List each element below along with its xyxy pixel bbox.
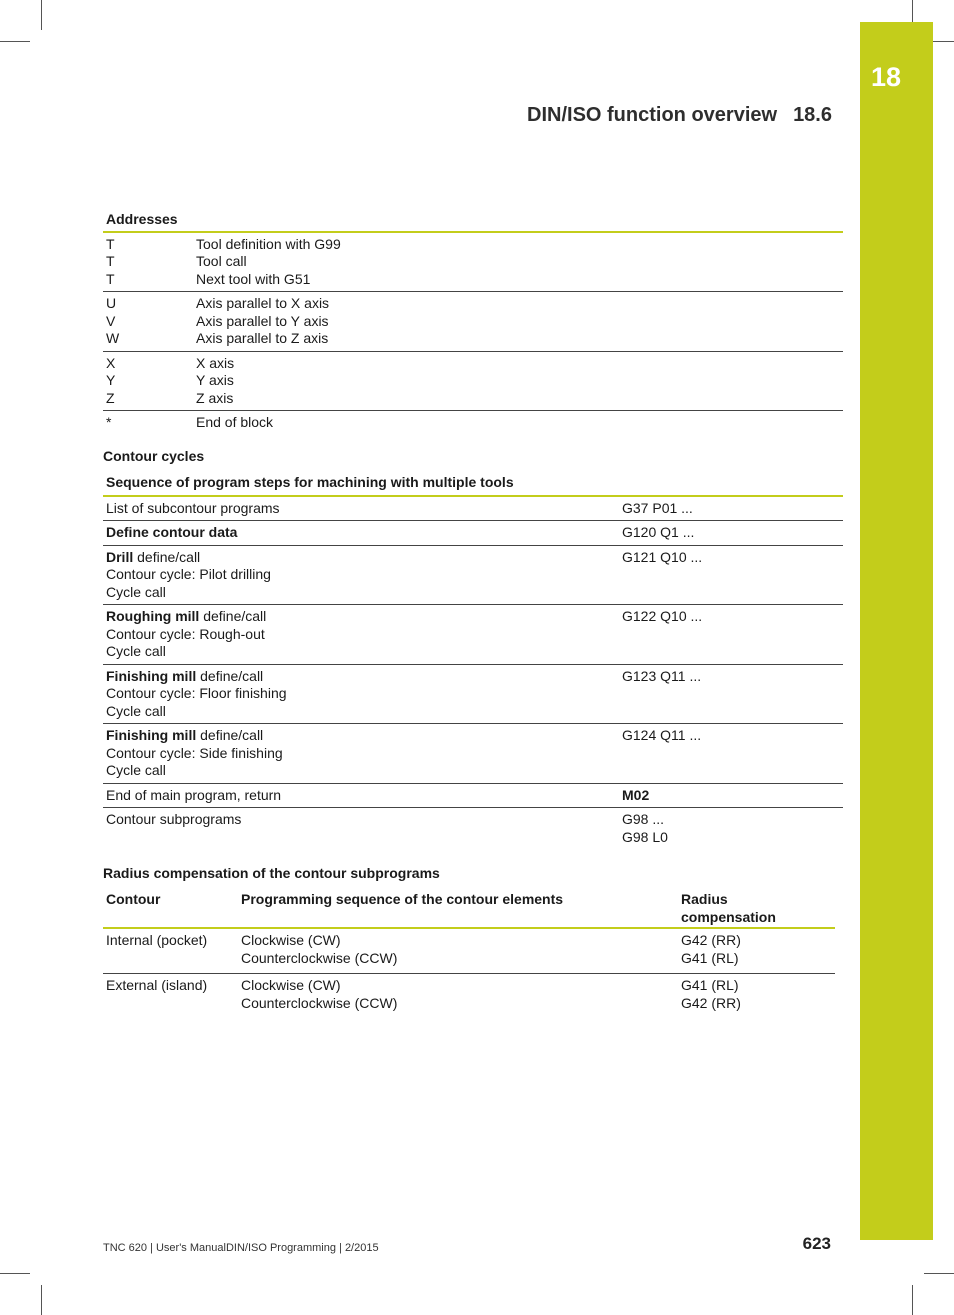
- row-label-bold: Finishing mill: [106, 727, 197, 743]
- row-code: M02: [622, 786, 650, 803]
- radius-comp-table: [103, 891, 835, 1018]
- address-desc: X axis: [196, 354, 235, 371]
- table-header-row: [103, 891, 835, 929]
- cell-seq: Counterclockwise (CCW): [241, 994, 398, 1011]
- address-row: [106, 313, 843, 331]
- col-header-compensation: compensation: [681, 908, 776, 925]
- cell-contour: External (island): [106, 977, 208, 993]
- cell-seq: Clockwise (CW): [241, 932, 341, 948]
- row-line3: Cycle call: [106, 583, 166, 600]
- page-header: [527, 104, 832, 127]
- crop-mark: [924, 1273, 954, 1274]
- address-desc: Axis parallel to Y axis: [196, 312, 329, 329]
- crop-mark: [0, 41, 30, 42]
- address-desc: End of block: [196, 414, 274, 430]
- cell-contour: Internal (pocket): [106, 932, 208, 948]
- address-code: Y: [106, 372, 116, 388]
- row-label: define/call: [133, 548, 201, 565]
- table-row: [103, 784, 843, 809]
- address-code: T: [106, 270, 115, 287]
- address-group: [103, 352, 843, 412]
- crop-mark: [912, 1285, 913, 1315]
- address-row: [106, 390, 843, 408]
- row-line2: Contour cycle: Floor finishing: [106, 685, 287, 701]
- address-row: [106, 236, 843, 254]
- address-desc: Next tool with G51: [196, 270, 311, 287]
- col-header-contour: Contour: [106, 891, 161, 907]
- row-code: G121 Q10 ...: [622, 548, 703, 565]
- address-desc: Tool definition with G99: [196, 235, 341, 252]
- crop-mark: [41, 1285, 42, 1315]
- address-desc: Axis parallel to Z axis: [196, 330, 329, 346]
- address-row: [106, 330, 843, 348]
- address-code: Z: [106, 389, 115, 406]
- address-code: *: [106, 414, 112, 430]
- address-row: [106, 271, 843, 289]
- address-row: [106, 295, 843, 313]
- table-title-row: [103, 474, 843, 497]
- row-label-bold: Finishing mill: [106, 667, 197, 684]
- footer-text: TNC 620 | User's ManualDIN/ISO Programming | 2/2015: [103, 1242, 379, 1254]
- address-code: X: [106, 354, 116, 371]
- crop-mark: [41, 0, 42, 30]
- table-row: [103, 605, 843, 665]
- address-row: [106, 414, 843, 432]
- address-desc: Axis parallel to X axis: [196, 295, 330, 311]
- row-label: define/call: [196, 727, 264, 743]
- row-label: define/call: [199, 608, 267, 624]
- row-line3: Cycle call: [106, 643, 166, 659]
- radius-comp-heading: Radius compensation of the contour subprograms: [103, 865, 440, 881]
- row-label-bold: Roughing mill: [106, 608, 200, 624]
- chapter-number: 18: [870, 62, 902, 92]
- address-group: [103, 411, 843, 435]
- address-code: W: [106, 330, 120, 346]
- address-desc: Z axis: [196, 389, 234, 406]
- header-section: 18.6: [793, 104, 832, 126]
- header-title: DIN/ISO function overview: [527, 104, 778, 126]
- address-group: [103, 292, 843, 352]
- row-code: G123 Q11 ...: [622, 667, 702, 684]
- row-line2: Contour cycle: Pilot drilling: [106, 566, 271, 582]
- row-label-bold: Define contour data: [106, 524, 238, 540]
- row-code: G37 P01 ...: [622, 499, 693, 516]
- row-code: G120 Q1 ...: [622, 524, 695, 540]
- address-code: T: [106, 235, 115, 252]
- addresses-title: Addresses: [103, 211, 843, 233]
- address-desc: Tool call: [196, 253, 247, 269]
- table-row: [103, 974, 835, 1018]
- row-line3: Cycle call: [106, 702, 166, 719]
- row-line3: Cycle call: [106, 762, 166, 778]
- row-label-bold: Drill: [106, 548, 134, 565]
- contour-cycles-heading: Contour cycles: [103, 448, 205, 464]
- cell-comp: G41 (RL): [681, 977, 739, 993]
- row-code: G122 Q10 ...: [622, 608, 703, 624]
- row-code: G98 ...: [622, 811, 665, 827]
- row-label: List of subcontour programs: [106, 499, 280, 516]
- row-line2: Contour cycle: Side finishing: [106, 744, 283, 761]
- address-code: T: [106, 253, 115, 269]
- page-number: 623: [802, 1234, 831, 1253]
- cell-seq: Counterclockwise (CCW): [241, 949, 398, 966]
- row-label: End of main program, return: [106, 786, 282, 803]
- table-row: [103, 929, 835, 974]
- table-row: [103, 665, 843, 725]
- address-row: [106, 355, 843, 373]
- address-code: U: [106, 295, 117, 311]
- address-row: [106, 372, 843, 390]
- table-row: [103, 724, 843, 784]
- table-row: [103, 497, 843, 522]
- row-code-2: G98 L0: [622, 828, 668, 845]
- address-code: V: [106, 312, 116, 329]
- table-row: [103, 546, 843, 606]
- cell-comp: G41 (RL): [681, 949, 739, 966]
- cell-comp: G42 (RR): [681, 994, 741, 1011]
- contour-cycles-table: [103, 474, 843, 849]
- address-row: [106, 253, 843, 271]
- col-header-sequence: Programming sequence of the contour elements: [241, 891, 564, 907]
- table-row: [103, 521, 843, 546]
- table-row: [103, 808, 843, 849]
- crop-mark: [0, 1273, 30, 1274]
- address-desc: Y axis: [196, 372, 234, 388]
- row-line2: Contour cycle: Rough-out: [106, 625, 265, 642]
- row-label: Contour subprograms: [106, 811, 242, 827]
- table-title: Sequence of program steps for machining with multiple tools: [106, 474, 514, 490]
- address-group: [103, 233, 843, 293]
- row-label: define/call: [196, 667, 264, 684]
- chapter-tab: [860, 22, 933, 1240]
- row-code: G124 Q11 ...: [622, 727, 702, 743]
- col-header-radius: Radius: [681, 891, 728, 907]
- cell-seq: Clockwise (CW): [241, 977, 341, 993]
- addresses-table: [103, 211, 843, 435]
- cell-comp: G42 (RR): [681, 932, 741, 948]
